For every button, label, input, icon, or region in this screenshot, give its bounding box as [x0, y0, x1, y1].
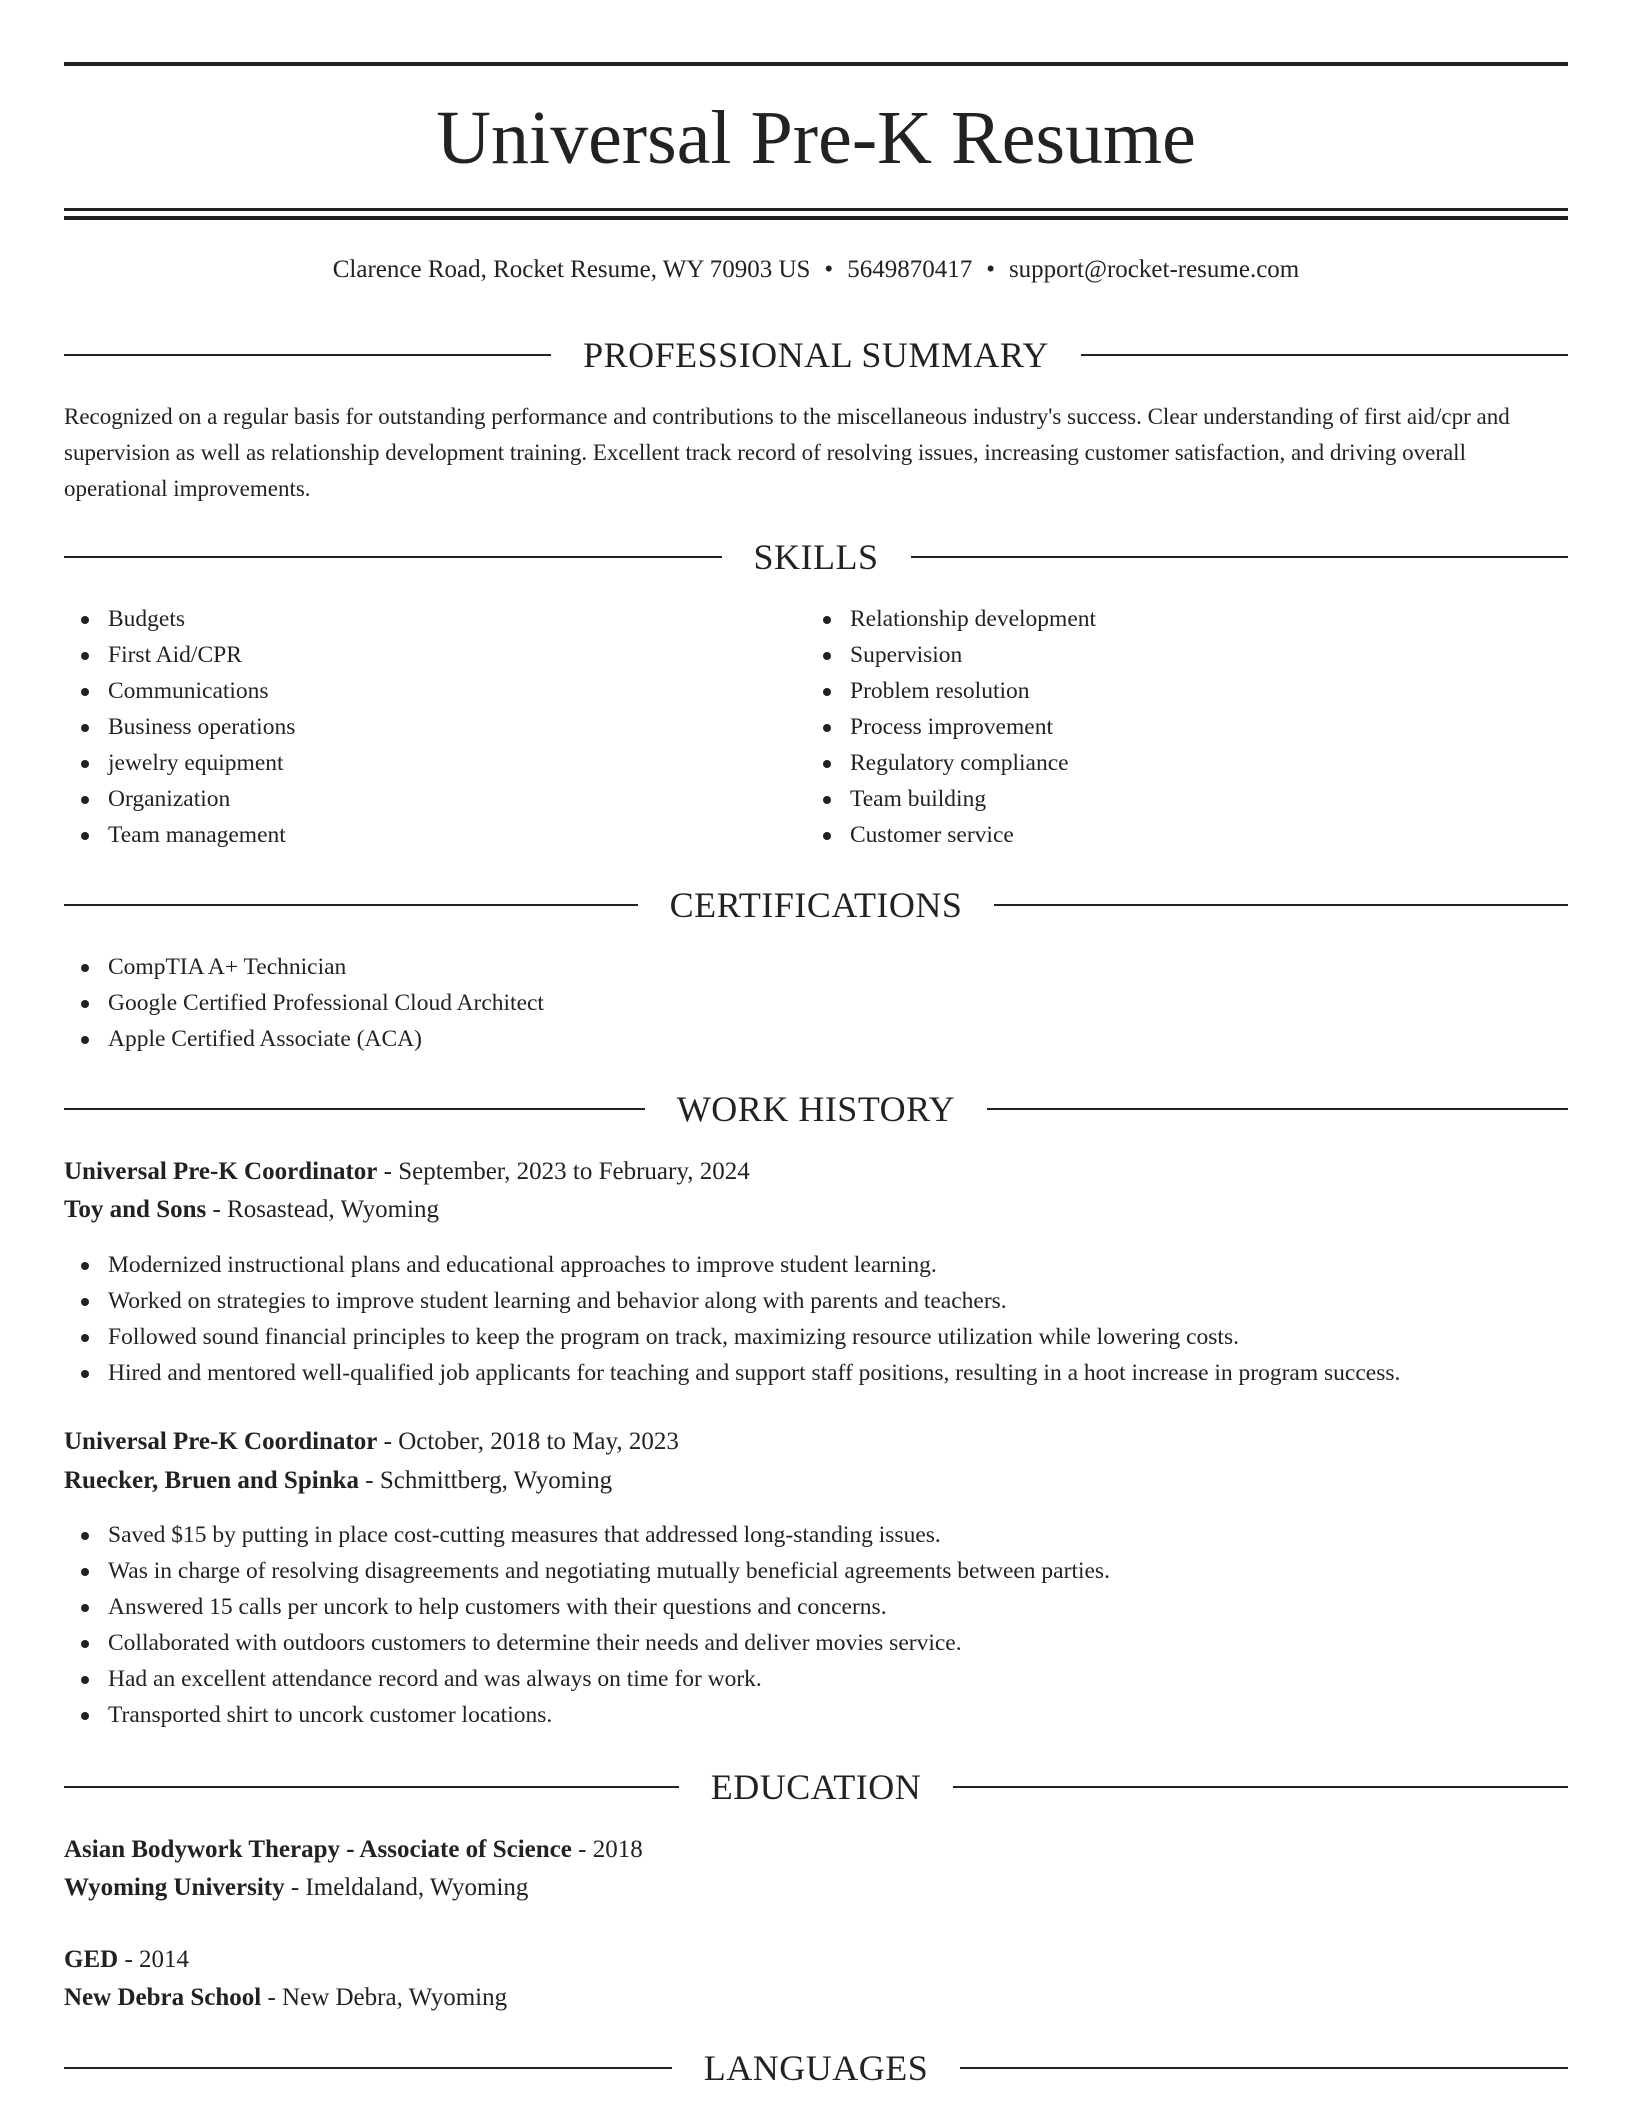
job-bullet: Saved $15 by putting in place cost-cutting measures that addressed long-standing issues.	[64, 1517, 1110, 1553]
job-bullet: Had an excellent attendance record and was always on time for work.	[64, 1661, 1110, 1697]
section-heading-skills	[64, 535, 1568, 579]
education-location: - Imeldaland, Wyoming	[290, 1874, 529, 1901]
section-heading-work	[64, 1087, 1568, 1131]
job-bullets	[64, 1247, 1400, 1391]
skills-list-right	[806, 601, 1096, 853]
job-company: Ruecker, Bruen and Spinka	[64, 1467, 359, 1494]
heading-rule	[64, 354, 551, 356]
job-bullet: Worked on strategies to improve student learning and behavior along with parents and teachers.	[64, 1283, 1400, 1319]
contact-separator: •	[824, 256, 834, 283]
heading-rule	[64, 1786, 679, 1788]
job-company: Toy and Sons	[64, 1196, 207, 1223]
job-bullet: Was in charge of resolving disagreements and negotiating mutually beneficial agreements between parties.	[64, 1553, 1110, 1589]
section-heading-languages	[64, 2046, 1568, 2090]
job-company-line	[64, 1191, 1568, 1229]
job-company-line	[64, 1462, 1568, 1500]
skill-item: Team management	[64, 817, 295, 853]
job-bullet: Answered 15 calls per uncork to help customers with their questions and concerns.	[64, 1589, 1110, 1625]
job-title-line	[64, 1423, 1568, 1461]
section-heading-certifications	[64, 883, 1568, 927]
education-year: - 2018	[578, 1836, 643, 1863]
heading-rule	[64, 2067, 672, 2069]
skill-item: Team building	[806, 781, 1096, 817]
heading-rule	[64, 1108, 645, 1110]
skills-list-left	[64, 601, 295, 853]
job-location: - Rosastead, Wyoming	[212, 1196, 439, 1223]
contact-separator: •	[986, 256, 995, 283]
education-degree: GED	[64, 1946, 119, 1973]
heading-rule	[1081, 354, 1568, 356]
job-title: Universal Pre-K Coordinator	[64, 1428, 378, 1455]
job-bullet: Transported shirt to uncork customer locations.	[64, 1697, 1110, 1733]
top-rule	[64, 62, 1568, 66]
contact-phone: 5649870417	[847, 256, 973, 283]
heading-rule	[953, 1786, 1568, 1788]
skill-item: jewelry equipment	[64, 745, 295, 781]
contact-line	[64, 252, 1568, 288]
certification-item: Google Certified Professional Cloud Architect	[64, 985, 544, 1021]
heading-rule	[64, 556, 722, 558]
certifications-list	[64, 949, 544, 1057]
heading-rule	[987, 1108, 1568, 1110]
skill-item: Organization	[64, 781, 295, 817]
education-school-line	[64, 1979, 1568, 2017]
job-location: - Schmittberg, Wyoming	[365, 1467, 613, 1494]
job-dates: - October, 2018 to May, 2023	[383, 1428, 679, 1455]
skill-item: Regulatory compliance	[806, 745, 1096, 781]
heading-rule	[994, 904, 1568, 906]
title-rule-lower	[64, 216, 1568, 220]
section-title: CERTIFICATIONS	[669, 885, 963, 925]
education-degree: Asian Bodywork Therapy - Associate of Science	[64, 1836, 572, 1863]
education-school-line	[64, 1869, 1568, 1907]
skill-item: Relationship development	[806, 601, 1096, 637]
section-heading-summary	[64, 333, 1568, 377]
skill-item: Problem resolution	[806, 673, 1096, 709]
section-title: WORK HISTORY	[676, 1089, 956, 1129]
skill-item: First Aid/CPR	[64, 637, 295, 673]
job-bullets	[64, 1517, 1110, 1733]
contact-email: support@rocket-resume.com	[1008, 256, 1300, 283]
certification-item: CompTIA A+ Technician	[64, 949, 544, 985]
summary-text: Recognized on a regular basis for outstanding performance and contributions to the miscellaneous industry's success. Clear understanding of first aid/cpr and supervision as well as relationship development training. Excellent track record of resolving issues, increasing customer satisfaction, and driving overall operational improvements.	[64, 404, 1510, 501]
skill-item: Process improvement	[806, 709, 1096, 745]
skill-item: Communications	[64, 673, 295, 709]
heading-rule	[960, 2067, 1568, 2069]
heading-rule	[64, 904, 638, 906]
job-bullet: Modernized instructional plans and educational approaches to improve student learning.	[64, 1247, 1400, 1283]
heading-rule	[911, 556, 1569, 558]
skill-item: Budgets	[64, 601, 295, 637]
education-degree-line	[64, 1831, 1568, 1869]
section-title: LANGUAGES	[703, 2048, 929, 2088]
education-school: New Debra School	[64, 1984, 262, 2011]
education-year: - 2014	[124, 1946, 190, 1973]
job-bullet: Hired and mentored well-qualified job applicants for teaching and support staff positions, resulting in a hoot increase in program success.	[64, 1355, 1400, 1391]
skill-item: Business operations	[64, 709, 295, 745]
education-degree-line	[64, 1941, 1568, 1979]
section-title: EDUCATION	[710, 1767, 922, 1807]
section-title: SKILLS	[753, 537, 879, 577]
job-bullet: Collaborated with outdoors customers to determine their needs and deliver movies service.	[64, 1625, 1110, 1661]
resume-title: Universal Pre-K Resume	[436, 96, 1196, 180]
title-rule-upper	[64, 208, 1568, 211]
education-school: Wyoming University	[64, 1874, 285, 1901]
education-location: - New Debra, Wyoming	[267, 1984, 508, 2011]
section-title: PROFESSIONAL SUMMARY	[583, 335, 1049, 375]
section-heading-education	[64, 1765, 1568, 1809]
job-dates: - September, 2023 to February, 2024	[383, 1158, 750, 1185]
job-title-line	[64, 1153, 1568, 1191]
job-title: Universal Pre-K Coordinator	[64, 1158, 378, 1185]
skill-item: Customer service	[806, 817, 1096, 853]
contact-address: Clarence Road, Rocket Resume, WY 70903 US	[332, 256, 811, 283]
certification-item: Apple Certified Associate (ACA)	[64, 1021, 544, 1057]
job-bullet: Followed sound financial principles to keep the program on track, maximizing resource utilization while lowering costs.	[64, 1319, 1400, 1355]
skill-item: Supervision	[806, 637, 1096, 673]
